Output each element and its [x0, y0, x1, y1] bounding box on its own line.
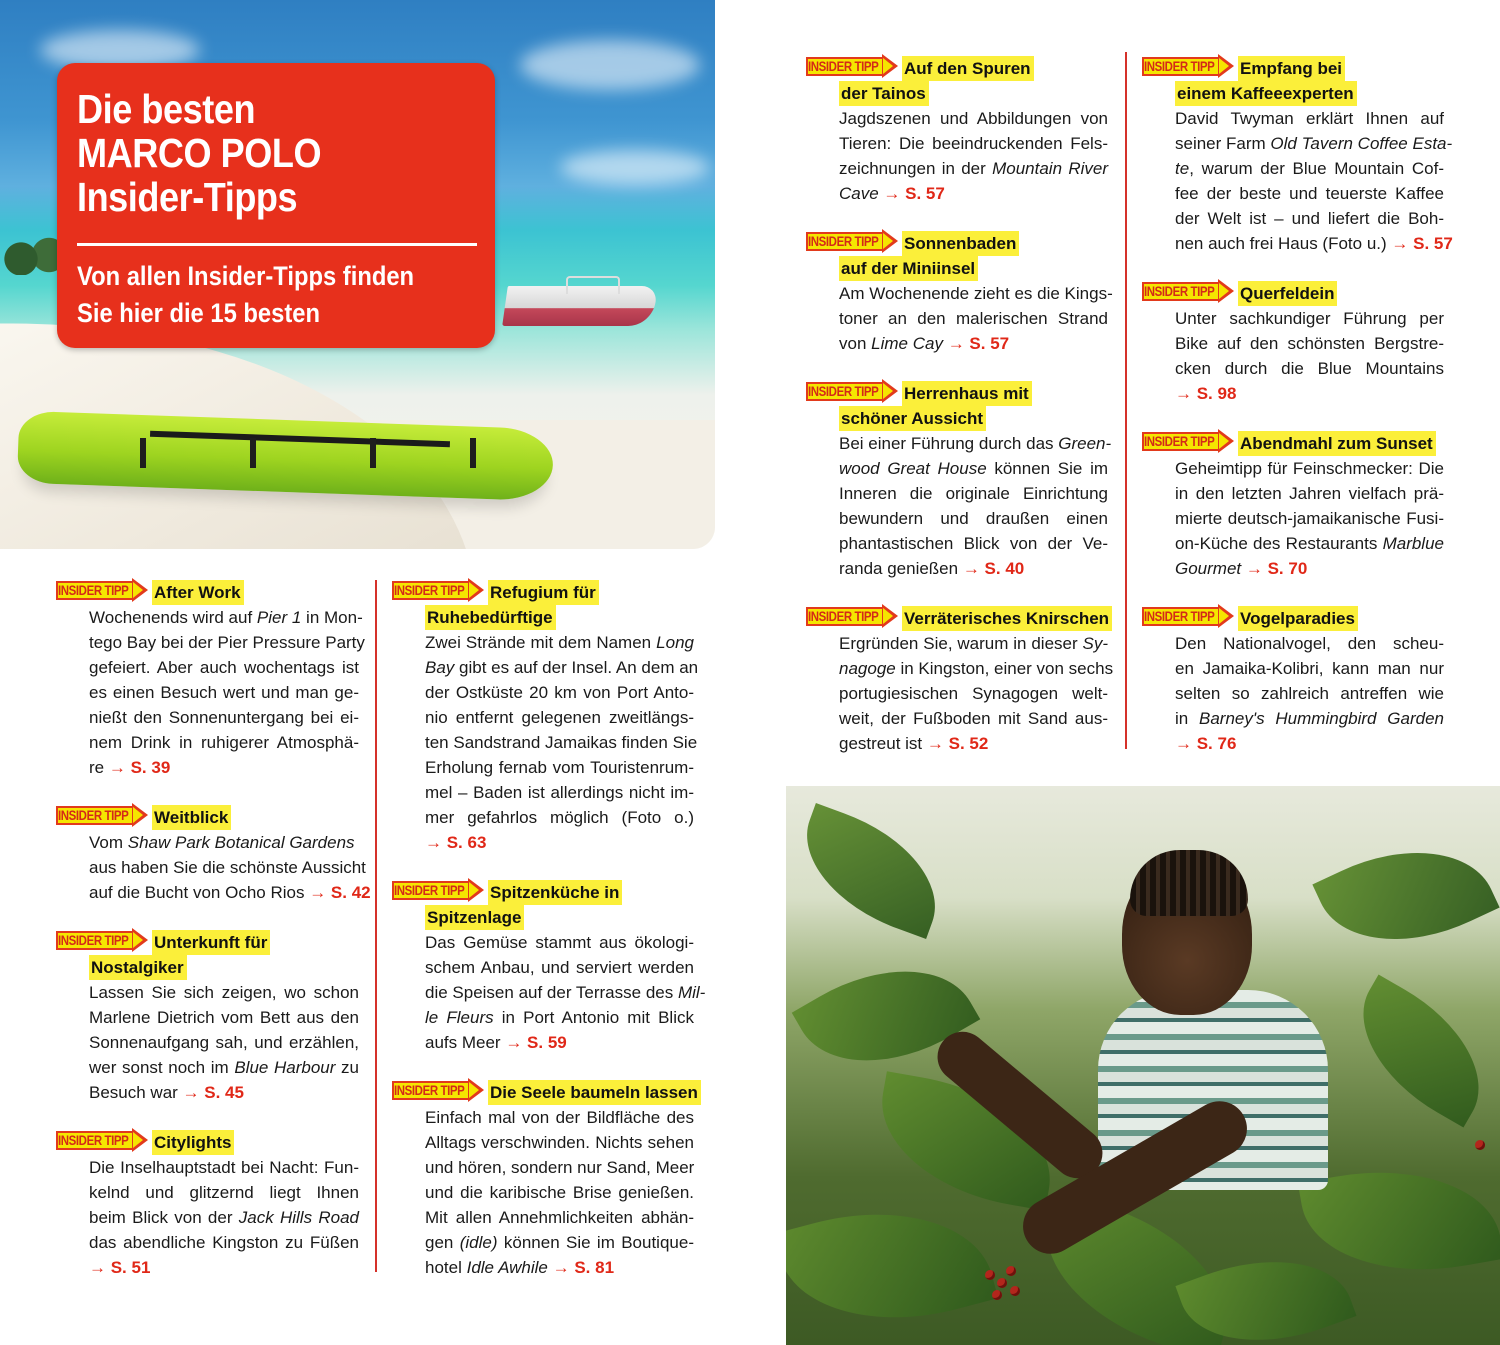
title-divider — [77, 243, 477, 246]
tip-weitblick: INSIDER TIPP Weitblick Vom Shaw Park Botanical Gardens aus haben Sie die schönste Aussicht auf die Bucht von Ocho Rios → S. 42 — [56, 805, 359, 905]
tip-herrenhaus: INSIDER TIPP Herrenhaus mit schöner Aussicht Bei einer Führung durch das Green- wood Great House können Sie im Inneren die originale Einrichtung bewundern und draußen einen phantastischen Blick von der Ve- randa genießen → S. 40 — [806, 381, 1108, 581]
tip-heading: Querfeldein — [1238, 281, 1337, 306]
tip-text: Einfach mal von der Bildfläche des Alltags verschwinden. Nichts sehen und hören, sondern nur Sand, Meer und die karibische Brise genießen. Mit allen Annehmlichkeiten abhän- gen (idle) können Sie im Boutique- hotel Idle Awhile → S. 81 — [425, 1108, 695, 1277]
tip-heading: Die Seele baumeln lassen — [488, 1080, 701, 1105]
page-reference: → S. 39 — [108, 758, 171, 777]
tip-heading: Citylights — [152, 1130, 234, 1155]
tip-unterkunft: INSIDER TIPP Unterkunft für Nostalgiker Lassen Sie sich zeigen, wo schon Marlene Dietrich vom Bett aus den Sonnenaufgang sah, und erzählen, wer sonst noch im Blue Harbour zu Besuch war → S. 45 — [56, 930, 359, 1105]
tip-text: Am Wochenende zieht es die Kings- toner an den malerischen Strand von Lime Cay → S. 57 — [839, 284, 1113, 353]
tip-text: Ergründen Sie, warum in dieser Sy- nagoge in Kingston, einer von sechs portugiesischen Synagogen welt- weit, der Fußboden mit Sand aus- gestreut ist → S. 52 — [839, 634, 1114, 753]
tip-citylights: INSIDER TIPP Citylights Die Inselhauptstadt bei Nacht: Fun- kelnd und glitzernd liegt Ihnen beim Blick von der Jack Hills Road das abendliche Kingston zu Füßen → S. 51 — [56, 1130, 359, 1280]
tip-seele-baumeln: INSIDER TIPP Die Seele baumeln lassen Einfach mal von der Bildfläche des Alltags verschwinden. Nichts sehen und hören, sondern nur Sand, Meer und die karibische Brise genießen. Mit allen Annehmlichkeiten abhän- gen (idle) können Sie im Boutique- hotel Idle Awhile → S. 81 — [392, 1080, 694, 1280]
tip-heading: Weitblick — [152, 805, 231, 830]
page-reference: → S. 81 — [552, 1258, 615, 1277]
page-reference: → S. 40 — [962, 559, 1025, 578]
tip-text: Den Nationalvogel, den scheu- en Jamaika-Kolibri, kann man nur selten so zahlreich antreffen wie in Barney's Hummingbird Garden → S. 76 — [1175, 634, 1444, 753]
tip-text: David Twyman erklärt Ihnen auf seiner Farm Old Tavern Coffee Esta- te, warum der Blue Mountain Cof- fee der beste und teuerste Kaffee der Welt ist – und liefert die Boh- nen auch frei Haus (Foto u.) → S. 57 — [1175, 109, 1453, 253]
tip-heading: Verräterisches Knirschen — [902, 606, 1112, 631]
tip-text: Geheimtipp für Feinschmecker: Die in den letzten Jahren vielfach prä- mierte deutsch-jamaikanische Fusi- on-Küche des Restaurants Marblue Gourmet → S. 70 — [1175, 459, 1444, 578]
tip-text: Zwei Strände mit dem Namen Long Bay gibt es auf der Insel. An dem an der Ostküste 20 km von Port Anto- nio entfernt gelegenen zweitlängs- ten Sandstrand Jamaikas finden Sie Erholung fernab vom Touristenrum- mel – Baden ist allerdings nicht im- mer gefahrlos möglich (Foto o.) → S. 63 — [425, 633, 699, 852]
tip-heading-line2: Spitzenlage — [425, 905, 524, 930]
tip-knirschen: INSIDER TIPP Verräterisches Knirschen Ergründen Sie, warum in dieser Sy- nagoge in Kingston, einer von sechs portugiesischen Synagogen welt- weit, der Fußboden mit Sand aus- gestreut ist → S. 52 — [806, 606, 1108, 756]
page-reference: → S. 57 — [947, 334, 1010, 353]
column-divider — [375, 580, 377, 1272]
tip-querfeldein: INSIDER TIPP Querfeldein Unter sachkundiger Führung per Bike auf den schönsten Bergstre- cken durch die Blue Mountains → S. 98 — [1142, 281, 1444, 406]
page-title: Die besten MARCO POLO Insider-Tipps — [77, 86, 322, 220]
page-reference: → S. 57 — [883, 184, 945, 203]
page-reference: → S. 76 — [1175, 734, 1237, 753]
tip-after-work: INSIDER TIPP After Work Wochenends wird auf Pier 1 in Mon- tego Bay bei der Pier Pressure Party gefeiert. Aber auch wochentags ist es einen Besuch wert und man ge- nießt den Sonnenuntergang bei ei- nem Drink in ruhigerer Atmosphä- re → S. 39 — [56, 580, 359, 780]
tip-heading: Herrenhaus mit — [902, 381, 1032, 406]
tip-heading: Abendmahl zum Sunset — [1238, 431, 1436, 456]
tip-text: Lassen Sie sich zeigen, wo schon Marlene Dietrich vom Bett aus den Sonnenaufgang sah, und erzählen, wer sonst noch im Blue Harbour zu Besuch war → S. 45 — [89, 983, 359, 1102]
tip-heading: Sonnenbaden — [902, 231, 1019, 256]
page-reference: → S. 63 — [425, 833, 487, 852]
title-box — [57, 63, 495, 348]
page-subtitle: Von allen Insider-Tipps finden Sie hier die 15 besten — [77, 261, 415, 328]
tip-heading: Auf den Spuren — [902, 56, 1034, 81]
tip-abendmahl: INSIDER TIPP Abendmahl zum Sunset Geheimtipp für Feinschmecker: Die in den letzten Jahren vielfach prä- mierte deutsch-jamaikanische Fusi- on-Küche des Restaurants Marblue Gourmet → S. 70 — [1142, 431, 1444, 581]
tip-heading-line2: schöner Aussicht — [839, 406, 986, 431]
tip-heading: Vogelparadies — [1238, 606, 1358, 631]
column-divider — [1125, 52, 1127, 749]
tip-text: Die Inselhauptstadt bei Nacht: Fun- kelnd und glitzernd liegt Ihnen beim Blick von der Jack Hills Road das abendliche Kingston zu Füßen → S. 51 — [89, 1158, 359, 1277]
tip-vogelparadies: INSIDER TIPP Vogelparadies Den Nationalvogel, den scheu- en Jamaika-Kolibri, kann man nur selten so zahlreich antreffen wie in Barney's Hummingbird Garden → S. 76 — [1142, 606, 1444, 756]
tip-heading-line2: der Tainos — [839, 81, 929, 106]
tip-heading: Empfang bei — [1238, 56, 1345, 81]
tip-text: Das Gemüse stammt aus ökologi- schem Anbau, und serviert werden die Speisen auf der Terrasse des Mil- le Fleurs in Port Antonio mit Blick aufs Meer → S. 59 — [425, 933, 706, 1052]
tip-kaffeeexperten: INSIDER TIPP Empfang bei einem Kaffeeexperten David Twyman erklärt Ihnen auf seiner Farm Old Tavern Coffee Esta- te, warum der Blue Mountain Cof- fee der beste und teuerste Kaffee der Welt ist – und liefert die Boh- nen auch frei Haus (Foto u.) → S. 57 — [1142, 56, 1444, 256]
page-reference: → S. 52 — [926, 734, 989, 753]
tip-sonnenbaden: INSIDER TIPP Sonnenbaden auf der Miniinsel Am Wochenende zieht es die Kings- toner an den malerischen Strand von Lime Cay → S. 57 — [806, 231, 1108, 356]
tip-text: Jagdszenen und Abbildungen von Tieren: Die beeindruckenden Fels- zeichnungen in der Mountain River Cave → S. 57 — [839, 109, 1109, 203]
page-reference: → S. 98 — [1175, 384, 1237, 403]
page-reference: → S. 70 — [1245, 559, 1308, 578]
tip-text: Vom Shaw Park Botanical Gardens aus haben Sie die schönste Aussicht auf die Bucht von Ocho Rios → S. 42 — [89, 833, 371, 902]
page-reference: → S. 42 — [309, 883, 371, 902]
page-reference: → S. 57 — [1391, 234, 1453, 253]
tip-text: Bei einer Führung durch das Green- wood Great House können Sie im Inneren die originale Einrichtung bewundern und draußen einen phantastischen Blick von der Ve- randa genießen → S. 40 — [839, 434, 1112, 578]
tip-heading: Spitzenküche in — [488, 880, 622, 905]
tip-heading: Unterkunft für — [152, 930, 270, 955]
page-reference: → S. 51 — [89, 1258, 151, 1277]
tip-heading-line2: einem Kaffeeexperten — [1175, 81, 1357, 106]
page-reference: → S. 59 — [505, 1033, 567, 1052]
tip-heading-line2: auf der Miniinsel — [839, 256, 978, 281]
tip-heading-line2: Nostalgiker — [89, 955, 187, 980]
tip-text: Unter sachkundiger Führung per Bike auf den schönsten Bergstre- cken durch die Blue Mountains → S. 98 — [1175, 309, 1444, 403]
tip-spitzenkueche: INSIDER TIPP Spitzenküche in Spitzenlage Das Gemüse stammt aus ökologi- schem Anbau, und serviert werden die Speisen auf der Terrasse des Mil- le Fleurs in Port Antonio mit Blick aufs Meer → S. 59 — [392, 880, 694, 1055]
tip-heading: After Work — [152, 580, 244, 605]
page-reference: → S. 45 — [182, 1083, 244, 1102]
tip-refugium: INSIDER TIPP Refugium für Ruhebedürftige Zwei Strände mit dem Namen Long Bay gibt es auf der Insel. An dem an der Ostküste 20 km von Port Anto- nio entfernt gelegenen zweitlängs- ten Sandstrand Jamaikas finden Sie Erholung fernab vom Touristenrum- mel – Baden ist allerdings nicht im- mer gefahrlos möglich (Foto o.) → S. 63 — [392, 580, 694, 855]
tip-heading: Refugium für — [488, 580, 599, 605]
tip-text: Wochenends wird auf Pier 1 in Mon- tego Bay bei der Pier Pressure Party gefeiert. Aber auch wochentags ist es einen Besuch wert und man ge- nießt den Sonnenuntergang bei ei- nem Drink in ruhigerer Atmosphä- re → S. 39 — [89, 608, 365, 777]
tip-tainos: INSIDER TIPP Auf den Spuren der Tainos Jagdszenen und Abbildungen von Tieren: Die beeindruckenden Fels- zeichnungen in der Mountain River Cave → S. 57 — [806, 56, 1108, 206]
tip-heading-line2: Ruhebedürftige — [425, 605, 556, 630]
